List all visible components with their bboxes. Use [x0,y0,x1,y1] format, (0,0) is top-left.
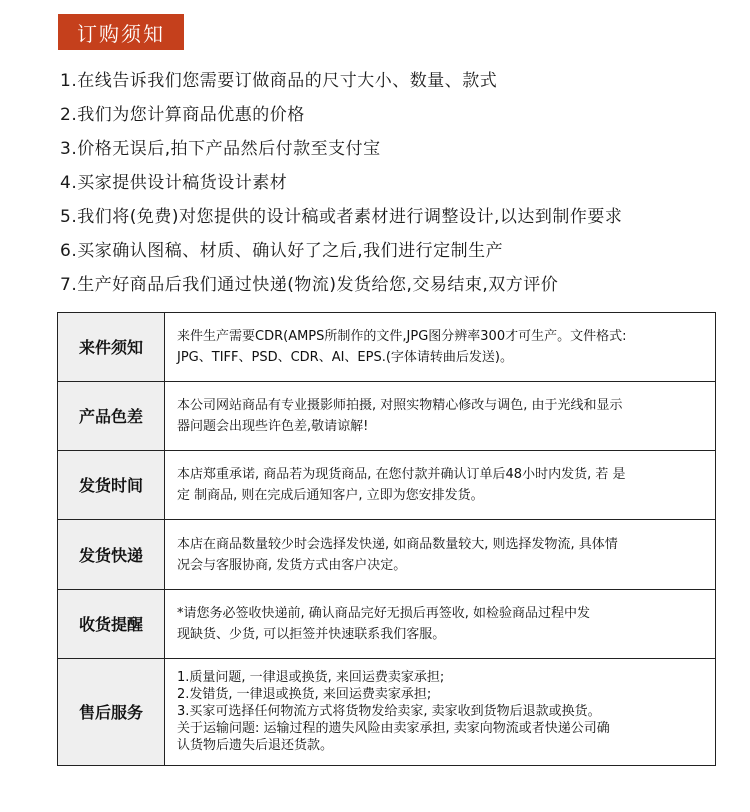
content-line: 3.买家可选择任何物流方式将货物发给卖家, 卖家收到货物后退款或换货。 [177,704,601,720]
order-step-3: 3.价格无误后,拍下产品然后付款至支付宝 [60,139,381,159]
row-label: 产品色差 [58,381,165,450]
row-label: 发货快递 [58,520,165,590]
row-label: 售后服务 [58,658,165,765]
order-step-6: 6.买家确认图稿、材质、确认好了之后,我们进行定制生产 [60,241,504,261]
content-line: 认货物后遗失后退还货款。 [177,738,334,754]
row-content [165,450,716,520]
order-step-2: 2.我们为您计算商品优惠的价格 [60,105,305,125]
content-line: 本公司网站商品有专业摄影师拍摄, 对照实物精心修改与调色, 由于光线和显示 [177,397,623,413]
order-steps-list [60,64,740,302]
content-line: 况会与客服协商, 发货方式由客户决定。 [177,557,407,573]
row-label: 收货提醒 [58,590,165,659]
content-line: 现缺货、少货, 可以拒签并快速联系我们客服。 [177,626,446,642]
row-content [165,590,716,659]
table-row-file-requirements [58,313,716,382]
row-content [165,381,716,450]
content-line: 本店在商品数量较少时会选择发快递, 如商品数量较大, 则选择发物流, 具体情 [177,536,618,552]
row-label: 来件须知 [58,313,165,382]
content-line: JPG、TIFF、PSD、CDR、AI、EPS.(字体请转曲后发送)。 [177,349,514,365]
table-row-shipping-method [58,520,716,590]
page-title: 订购须知 [58,14,184,50]
notice-table [57,312,716,766]
row-content [165,520,716,590]
content-line: 器问题会出现些许色差,敬请谅解! [177,418,369,434]
content-line: *请您务必签收快递前, 确认商品完好无损后再签收, 如检验商品过程中发 [177,605,591,621]
order-step-1: 1.在线告诉我们您需要订做商品的尺寸大小、数量、款式 [60,71,498,91]
content-line: 本店郑重承诺, 商品若为现货商品, 在您付款并确认订单后48小时内发货, 若 是 [177,466,626,482]
row-content [165,658,716,765]
content-line: 定 制商品, 则在完成后通知客户, 立即为您安排发货。 [177,487,484,503]
table-row-shipping-time [58,450,716,520]
content-line: 来件生产需要CDR(AMPS所制作的文件,JPG图分辨率300才可生产。文件格式: [177,328,627,344]
content-line: 1.质量问题, 一律退或换货, 来回运费卖家承担; [177,670,445,686]
order-step-4: 4.买家提供设计稿货设计素材 [60,173,288,193]
row-content [165,313,716,382]
content-line: 2.发错货, 一律退或换货, 来回运费卖家承担; [177,687,432,703]
table-row-color-difference [58,381,716,450]
row-label: 发货时间 [58,450,165,520]
content-line: 关于运输问题: 运输过程的遗失风险由卖家承担, 卖家向物流或者快递公司确 [177,721,610,737]
table-row-receipt-reminder [58,590,716,659]
order-step-5: 5.我们将(免费)对您提供的设计稿或者素材进行调整设计,以达到制作要求 [60,207,623,227]
table-row-after-sales [58,658,716,765]
order-step-7: 7.生产好商品后我们通过快递(物流)发货给您,交易结束,双方评价 [60,275,559,295]
